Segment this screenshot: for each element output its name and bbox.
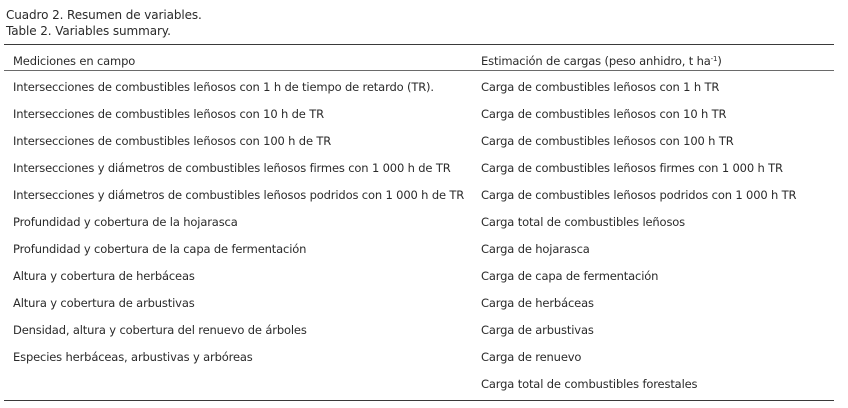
table-row: [0, 236, 848, 263]
table-row: [0, 263, 848, 290]
field-measurement-cell: Intersecciones de combustibles leñosos con 100 h de TR: [13, 134, 332, 148]
load-estimation-cell: Carga de hojarasca: [481, 242, 590, 256]
header-load-text: Estimación de cargas (peso anhidro, t ha: [481, 54, 711, 68]
table-row: [0, 74, 848, 101]
field-measurement-cell: Profundidad y cobertura de la hojarasca: [13, 215, 238, 229]
load-estimation-cell: Carga de combustibles leñosos con 100 h TR: [481, 134, 734, 148]
table-caption-spanish: Cuadro 2. Resumen de variables.: [6, 8, 202, 22]
header-load-estimation: [481, 54, 722, 68]
load-estimation-cell: Carga de combustibles leñosos firmes con 1 000 h TR: [481, 161, 783, 175]
table-caption-english: Table 2. Variables summary.: [6, 24, 171, 38]
table-row: [0, 128, 848, 155]
field-measurement-cell: Intersecciones de combustibles leñosos con 10 h de TR: [13, 107, 324, 121]
load-estimation-cell: Carga de renuevo: [481, 350, 582, 364]
header-field-measurements: Mediciones en campo: [13, 54, 136, 68]
table-bottom-rule: [4, 400, 834, 401]
field-measurement-cell: Altura y cobertura de arbustivas: [13, 296, 195, 310]
table-row: [0, 209, 848, 236]
load-estimation-cell: Carga de arbustivas: [481, 323, 594, 337]
load-estimation-cell: Carga de herbáceas: [481, 296, 594, 310]
table-row: [0, 290, 848, 317]
load-estimation-cell: Carga de combustibles leñosos con 10 h TR: [481, 107, 727, 121]
field-measurement-cell: Intersecciones y diámetros de combustibles leñosos firmes con 1 000 h de TR: [13, 161, 451, 175]
table-top-rule: [4, 44, 834, 45]
header-load-close: ): [717, 54, 722, 68]
field-measurement-cell: Densidad, altura y cobertura del renuevo de árboles: [13, 323, 307, 337]
table-row: [0, 317, 848, 344]
table-row: [0, 371, 848, 398]
table-row: [0, 182, 848, 209]
load-estimation-cell: Carga de combustibles leñosos podridos con 1 000 h TR: [481, 188, 797, 202]
field-measurement-cell: Intersecciones de combustibles leñosos con 1 h de tiempo de retardo (TR).: [13, 80, 434, 94]
header-load-superscript: -1: [710, 55, 718, 63]
table-row: [0, 101, 848, 128]
table-row: [0, 155, 848, 182]
load-estimation-cell: Carga total de combustibles leñosos: [481, 215, 686, 229]
field-measurement-cell: Altura y cobertura de herbáceas: [13, 269, 195, 283]
load-estimation-cell: Carga de combustibles leñosos con 1 h TR: [481, 80, 720, 94]
load-estimation-cell: Carga de capa de fermentación: [481, 269, 659, 283]
field-measurement-cell: Especies herbáceas, arbustivas y arbóreas: [13, 350, 253, 364]
load-estimation-cell: Carga total de combustibles forestales: [481, 377, 698, 391]
table-row: [0, 344, 848, 371]
table-header-rule: [4, 70, 834, 71]
field-measurement-cell: Profundidad y cobertura de la capa de fermentación: [13, 242, 307, 256]
field-measurement-cell: Intersecciones y diámetros de combustibles leñosos podridos con 1 000 h de TR: [13, 188, 465, 202]
